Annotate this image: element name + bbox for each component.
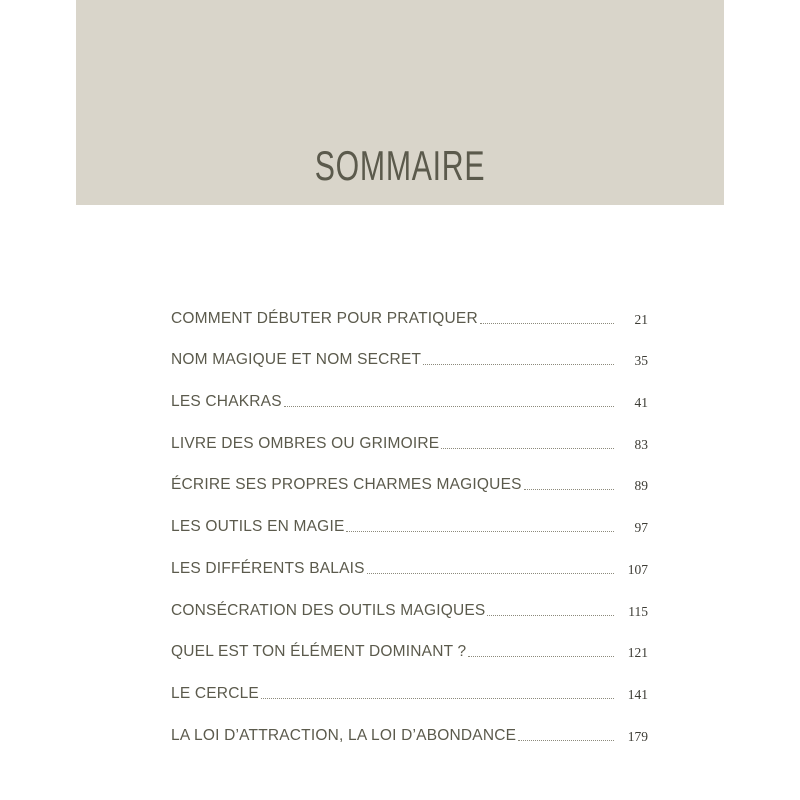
toc-entry-title: LES CHAKRAS	[171, 393, 282, 411]
table-of-contents	[171, 290, 648, 749]
toc-page-number: 41	[634, 395, 648, 411]
toc-entry-title: ÉCRIRE SES PROPRES CHARMES MAGIQUES	[171, 476, 522, 494]
toc-entry-title: CONSÉCRATION DES OUTILS MAGIQUES	[171, 601, 486, 619]
toc-entry[interactable]	[171, 707, 648, 749]
toc-page-number: 107	[627, 561, 648, 577]
page-title: SOMMAIRE	[314, 142, 486, 189]
dot-leader	[487, 614, 614, 616]
toc-entry-title: COMMENT DÉBUTER POUR PRATIQUER	[171, 309, 478, 327]
toc-entry-title: LA LOI D’ATTRACTION, LA LOI D’ABONDANCE	[171, 726, 517, 744]
toc-page-number: 35	[634, 353, 648, 369]
toc-page-number: 89	[634, 478, 648, 494]
toc-entry[interactable]	[171, 582, 648, 624]
dot-leader	[284, 405, 614, 407]
toc-page-number: 21	[634, 311, 648, 327]
toc-entry[interactable]	[171, 498, 648, 540]
toc-entry-title: NOM MAGIQUE ET NOM SECRET	[171, 351, 422, 369]
toc-entry[interactable]	[171, 665, 648, 707]
toc-entry[interactable]	[171, 373, 648, 415]
dot-leader	[480, 322, 614, 324]
toc-page-number: 83	[634, 436, 648, 452]
toc-page-number: 121	[627, 645, 648, 661]
toc-entry[interactable]	[171, 457, 648, 499]
dot-leader	[468, 655, 614, 657]
toc-entry-title: LE CERCLE	[171, 684, 259, 702]
toc-page-number: 115	[628, 603, 648, 619]
dot-leader	[261, 697, 614, 699]
toc-entry[interactable]	[171, 540, 648, 582]
toc-entry[interactable]	[171, 415, 648, 457]
dot-leader	[423, 363, 614, 365]
toc-entry-title: QUEL EST TON ÉLÉMENT DOMINANT ?	[171, 643, 467, 661]
toc-entry-title: LES DIFFÉRENTS BALAIS	[171, 559, 365, 577]
dot-leader	[441, 447, 614, 449]
toc-entry[interactable]	[171, 290, 648, 332]
toc-entry-title: LES OUTILS EN MAGIE	[171, 518, 345, 536]
dot-leader	[346, 530, 614, 532]
toc-entry[interactable]	[171, 332, 648, 374]
toc-page-number: 141	[627, 686, 648, 702]
dot-leader	[367, 572, 614, 574]
dot-leader	[524, 488, 614, 490]
toc-page-number: 179	[627, 728, 648, 744]
dot-leader	[518, 739, 614, 741]
toc-page-number: 97	[634, 520, 648, 536]
toc-entry[interactable]	[171, 624, 648, 666]
toc-entry-title: LIVRE DES OMBRES OU GRIMOIRE	[171, 434, 440, 452]
